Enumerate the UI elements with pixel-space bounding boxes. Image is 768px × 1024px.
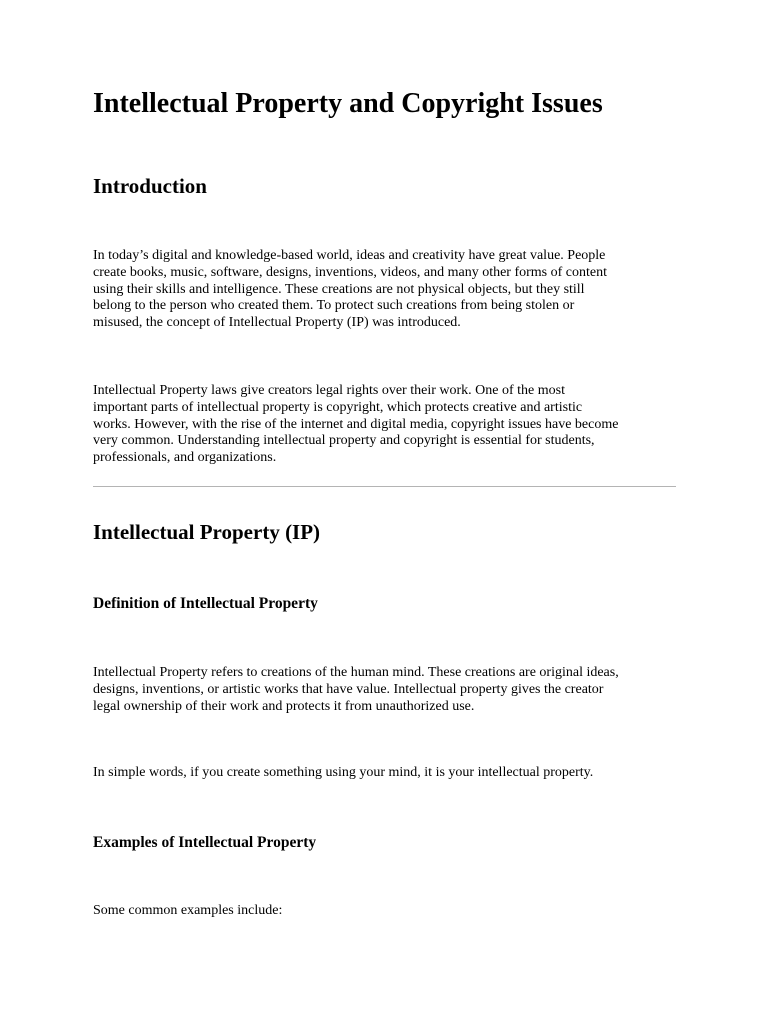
text-line: professionals, and organizations.: [93, 450, 277, 466]
definition-paragraph-1: [93, 665, 678, 715]
text-line: Some common examples include:: [93, 903, 283, 918]
introduction-paragraph-1: [93, 248, 678, 332]
document-title: Intellectual Property and Copyright Issues: [93, 88, 603, 119]
text-line: legal ownership of their work and protects it from unauthorized use.: [93, 698, 475, 714]
text-line: In simple words, if you create something using your mind, it is your intellectual property.: [93, 765, 594, 780]
text-line: using their skills and intelligence. These creations are not physical objects, but they still: [93, 281, 585, 297]
text-line: In today’s digital and knowledge-based world, ideas and creativity have great value. People: [93, 248, 606, 263]
definition-paragraph-2: [93, 765, 678, 782]
text-line: very common. Understanding intellectual property and copyright is essential for students,: [93, 433, 595, 449]
text-line: works. However, with the rise of the internet and digital media, copyright issues have become: [93, 416, 619, 432]
text-line: create books, music, software, designs, inventions, videos, and many other forms of content: [93, 264, 607, 280]
text-line: Intellectual Property laws give creators legal rights over their work. One of the most: [93, 383, 565, 398]
text-line: belong to the person who created them. To protect such creations from being stolen or: [93, 298, 575, 314]
section-divider: [93, 486, 676, 487]
introduction-heading: Introduction: [93, 174, 207, 198]
examples-heading: Examples of Intellectual Property: [93, 834, 317, 851]
text-line: Intellectual Property refers to creations of the human mind. These creations are original ideas,: [93, 665, 619, 680]
examples-intro: [93, 903, 678, 920]
text-line: important parts of intellectual property is copyright, which protects creative and artistic: [93, 399, 583, 415]
ip-section-heading: Intellectual Property (IP): [93, 520, 321, 544]
text-line: misused, the concept of Intellectual Property (IP) was introduced.: [93, 315, 461, 331]
definition-heading: Definition of Intellectual Property: [93, 595, 318, 612]
text-line: designs, inventions, or artistic works that have value. Intellectual property gives the creator: [93, 681, 604, 697]
introduction-paragraph-2: [93, 383, 678, 467]
